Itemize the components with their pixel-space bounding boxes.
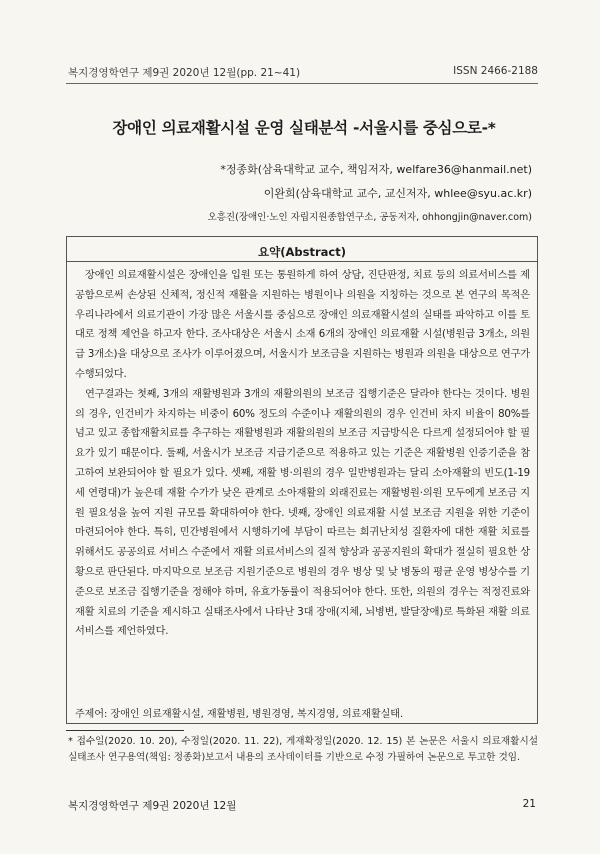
abstract-body xyxy=(75,266,530,642)
author-2: 이완희(삼육대학교 교수, 교신저자, whlee@syu.ac.kr) xyxy=(263,187,532,200)
header-rule xyxy=(66,83,538,84)
page-number: 21 xyxy=(522,798,536,810)
running-header xyxy=(68,65,538,80)
author-1: *정종화(삼육대학교 교수, 책임저자, welfare36@hanmail.net) xyxy=(220,163,532,176)
abstract-heading: 요약(Abstract) xyxy=(258,245,346,259)
page-footer xyxy=(68,798,536,813)
paper-title: 장애인 의료재활시설 운영 실태분석 -서울시를 중심으로-* xyxy=(112,119,496,137)
footnote-rule xyxy=(66,730,184,731)
abstract-paragraph-2: 연구결과는 첫째, 3개의 재활병원과 3개의 재활의원의 보조금 집행기준은 달라야 한다는 것이다. 병원의 경우, 인건비가 차지하는 비중이 60% 정도의 수준이나 재활의원의 경우 인건비 차지 비율이 80%를 넘고 있고 종합재활치료를 추구하는 재활병원과 재활의원의 보조금 지급방식은 다르게 설정되어야 할 필요가 있기 때문이다. 둘째, 서울시가 보조금 지급기준으로 적용하고 있는 기준은 재활병원 인증기준을 참고하여 보완되어야 할 필요가 있다. 셋째, 재활 병·의원의 경우 일반병원과는 달리 소아재활의 빈도(1-19세 연령대)가 높은데 재활 수가가 낮은 관계로 소아재활의 외래진료는 재활병원·의원 모두에게 보조금 지원 필요성을 높여 지원 규모를 확대하여야 한다. 넷째, 장애인 의료재활 시설 보조금 지원을 위한 기준이 마련되어야 한다. 특히, 민간병원에서 시행하기에 부담이 따르는 희귀난치성 질환자에 대한 재활 치료를 위해서도 공공의료 서비스 수준에서 재활 의료서비스의 질적 향상과 공공지원의 확대가 절실히 필요한 상황으로 판단된다. 마지막으로 보조금 지원기준으로 병원의 경우 병상 및 낮 병동의 평균 운영 병상수를 기준으로 보조금 집행기준을 정해야 하며, 유효가동률이 적용되어야 한다. 또한, 의원의 경우는 적정진료와 재활 치료의 기준을 제시하고 실태조사에서 나타난 3대 장애(지체, 뇌병변, 발달장애)로 특화된 재활 의료서비스를 제언하였다. xyxy=(75,388,530,638)
issn: ISSN 2466-2188 xyxy=(453,65,538,77)
abstract-paragraph-1: 장애인 의료재활시설은 장애인을 입원 또는 통원하게 하여 상담, 진단판정, 치료 등의 의료서비스를 제공함으로써 손상된 신체적, 정신적 재활을 지원하는 병원이나 의원을 지칭하는 것으로 본 연구의 목적은 우리나라에서 의료기관이 가장 많은 서울시를 중심으로 장애인 의료재활시설의 실태를 파악하고 이를 토대로 정책 제언을 하고자 한다. 조사대상은 서울시 소재 6개의 장애인 의료재활 시설(병원급 3개소, 의원급 3개소)을 대상으로 조사가 이루어졌으며, 서울시가 보조금을 지원하는 병원과 의원을 대상으로 연구가 수행되었다. xyxy=(75,270,530,380)
abstract-heading-rule xyxy=(66,261,538,262)
footnote: * 접수일(2020. 10. 20), 수정일(2020. 11. 22), 게재확정일(2020. 12. 15) 본 논문은 서울시 의료재활시설 실태조사 연구용역(책임: 정종화)보고서 내용의 조사데이터를 기반으로 수정 가필하여 논문으로 투고한 것임. xyxy=(68,736,538,763)
keywords: 주제어: 장애인 의료재활시설, 재활병원, 병원경영, 복지경영, 의료재활실태. xyxy=(75,709,404,720)
journal-info: 복지경영학연구 제9권 2020년 12월(pp. 21~41) xyxy=(68,67,301,79)
footer-journal: 복지경영학연구 제9권 2020년 12월 xyxy=(68,800,237,812)
author-list xyxy=(152,158,532,230)
author-3: 오흥진(장애인·노인 자립지원종합연구소, 공동저자, ohhongjin@naver.com) xyxy=(207,212,532,223)
